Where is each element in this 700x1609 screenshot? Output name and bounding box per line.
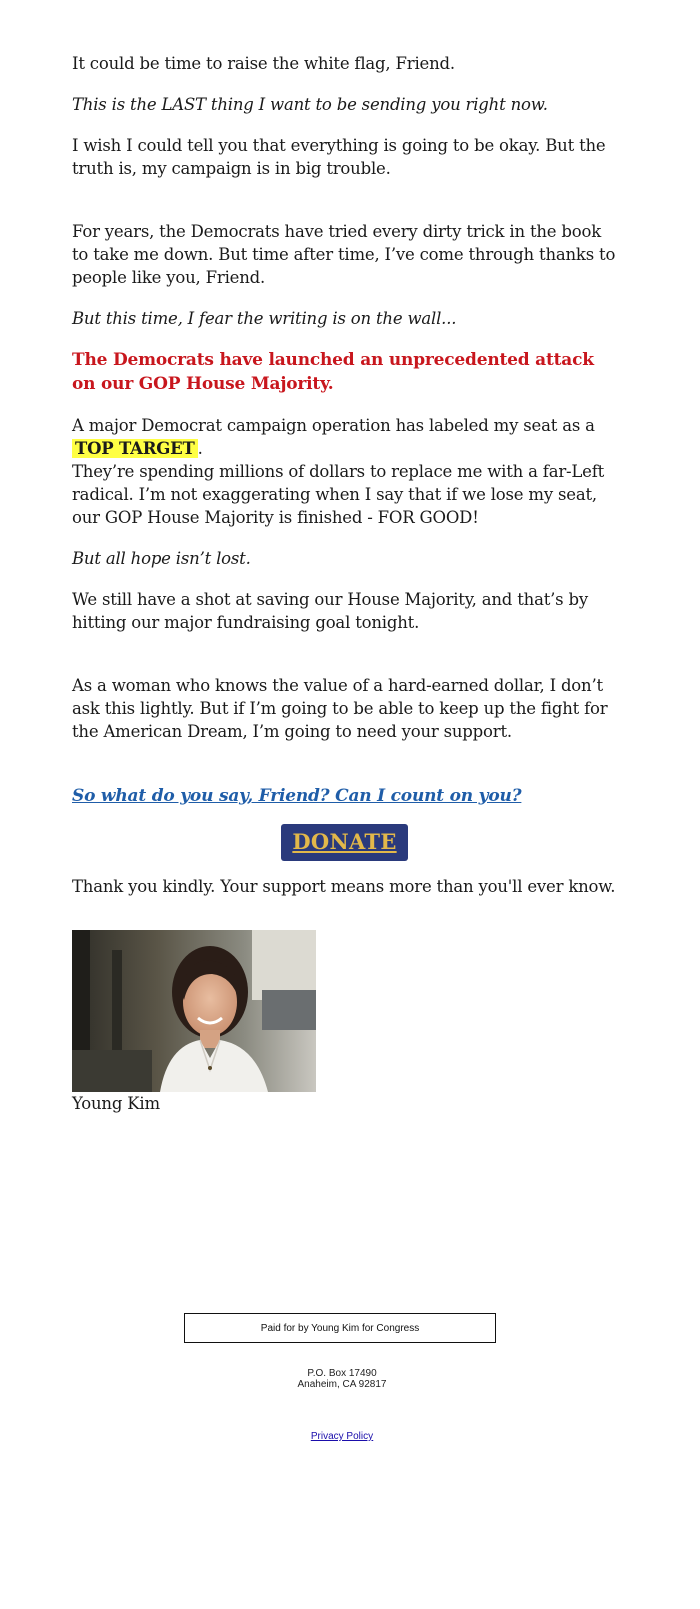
address-line-1: P.O. Box 17490 xyxy=(307,1368,377,1379)
count-on-you-link[interactable]: So what do you say, Friend? Can I count on you? xyxy=(72,786,522,806)
address-line-2: Anaheim, CA 92817 xyxy=(297,1379,387,1390)
paid-for-text: Paid for by Young Kim for Congress xyxy=(260,1323,420,1334)
paragraph-dirty-tricks: For years, the Democrats have tried every dirty trick in the book to take me down. But time after time, I’ve come through thanks to people like you, Friend. xyxy=(72,222,616,287)
signature: Young Kim xyxy=(72,1094,160,1113)
top-target-highlight: TOP TARGET xyxy=(72,439,198,458)
red-headline: The Democrats have launched an unprecedented attack on our GOP House Majority. xyxy=(72,350,594,394)
paragraph-writing-on-wall: But this time, I fear the writing is on the wall... xyxy=(72,309,457,328)
paragraph-fundraising-goal: We still have a shot at saving our House Majority, and that’s by hitting our major fundraising goal tonight. xyxy=(72,590,588,632)
intro-italic: This is the LAST thing I want to be sending you right now. xyxy=(72,95,548,114)
paid-for-box xyxy=(184,1313,496,1343)
paragraph-trouble: I wish I could tell you that everything is going to be okay. But the truth is, my campaign is in big trouble. xyxy=(72,136,606,178)
top-target-lead: A major Democrat campaign operation has labeled my seat as a xyxy=(72,416,595,435)
privacy-link-wrap xyxy=(0,1431,684,1442)
candidate-photo xyxy=(72,930,316,1092)
paragraph-spending-millions: They’re spending millions of dollars to replace me with a far-Left radical. I’m not exaggerating when I say that if we lose my seat, our GOP House Majority is finished - FOR GOOD! xyxy=(72,462,605,527)
opening-line: It could be time to raise the white flag, Friend. xyxy=(72,54,455,73)
top-target-period: . xyxy=(197,439,203,458)
portrait-image xyxy=(72,930,316,1092)
donate-button[interactable]: DONATE xyxy=(281,824,407,861)
thank-you-line: Thank you kindly. Your support means more than you'll ever know. xyxy=(72,877,616,896)
email-body xyxy=(72,52,617,1133)
mailing-address xyxy=(0,1368,684,1390)
paragraph-hope: But all hope isn’t lost. xyxy=(72,549,251,568)
donate-wrap xyxy=(72,824,617,861)
privacy-policy-link[interactable]: Privacy Policy xyxy=(310,1431,374,1442)
paragraph-hard-earned-dollar: As a woman who knows the value of a hard-earned dollar, I don’t ask this lightly. But if I’m going to be able to keep up the fight for the American Dream, I’m going to need your support. xyxy=(72,676,608,741)
paragraph-top-target xyxy=(72,414,617,460)
